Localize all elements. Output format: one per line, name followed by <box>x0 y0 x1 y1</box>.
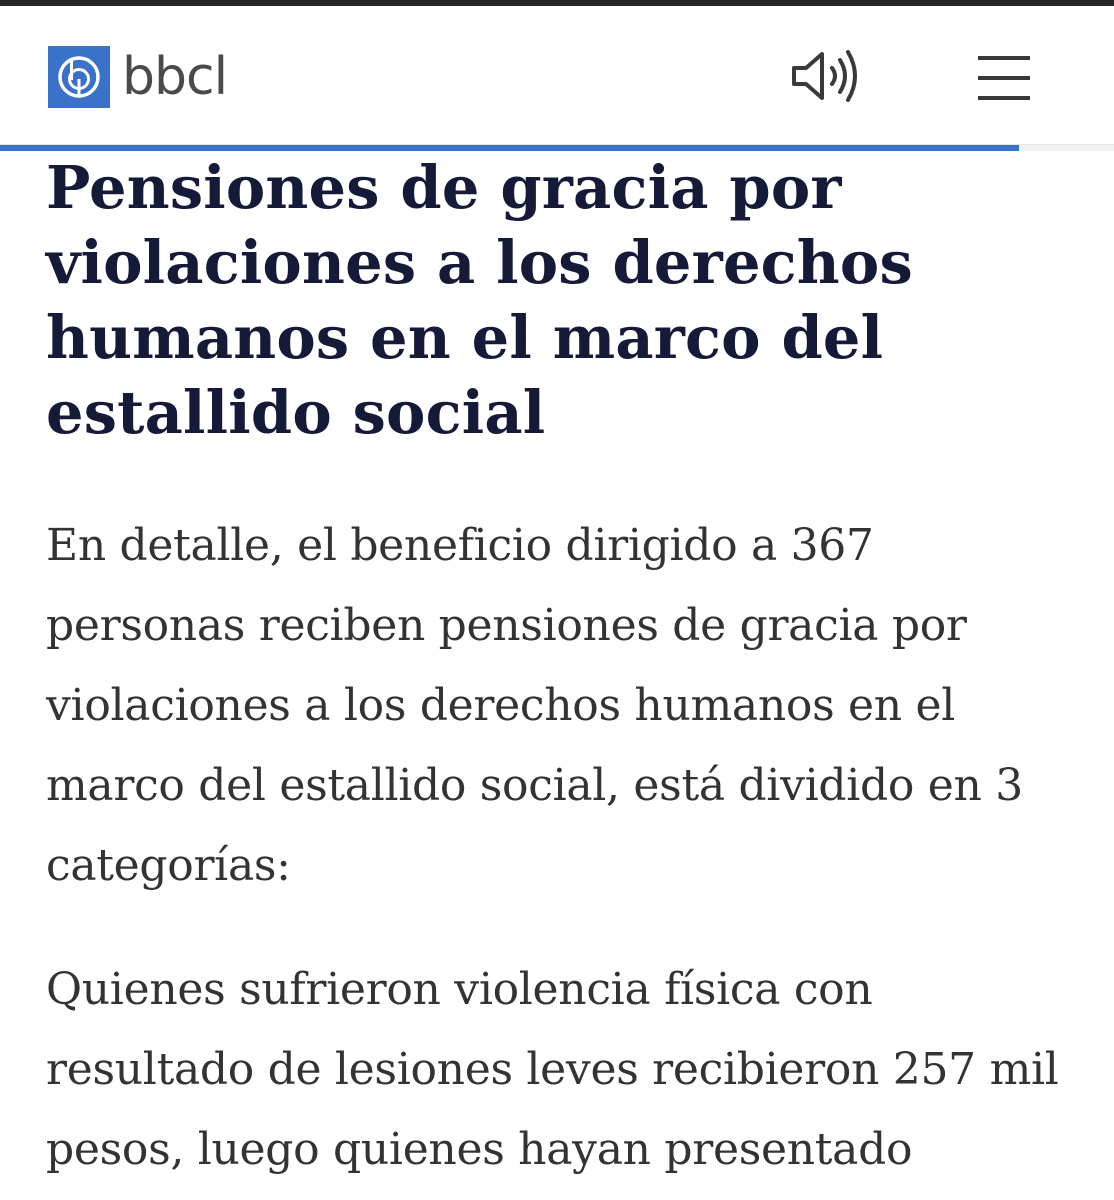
site-logo[interactable] <box>48 46 227 108</box>
menu-button[interactable] <box>972 52 1038 104</box>
article-title: Pensiones de gracia por violaciones a los derechos humanos en el marco del estallido social <box>46 153 913 447</box>
site-header <box>0 6 1114 145</box>
article-paragraph: Quienes sufrieron violencia física con resultado de lesiones leves recibieron 257 mil pesos, luego quienes hayan presentado <box>46 964 1059 1175</box>
speaker-icon <box>786 44 862 108</box>
bbcl-logo-icon <box>48 46 110 108</box>
hamburger-menu-icon <box>972 52 1038 104</box>
logo-wordmark: bbcl <box>122 47 228 107</box>
article-paragraph: En detalle, el beneficio dirigido a 367 personas reciben pensiones de gracia por violaciones a los derechos humanos en el marco del estallido social, está dividido en 3 categorías: <box>46 520 1023 891</box>
audio-button[interactable] <box>786 44 862 108</box>
